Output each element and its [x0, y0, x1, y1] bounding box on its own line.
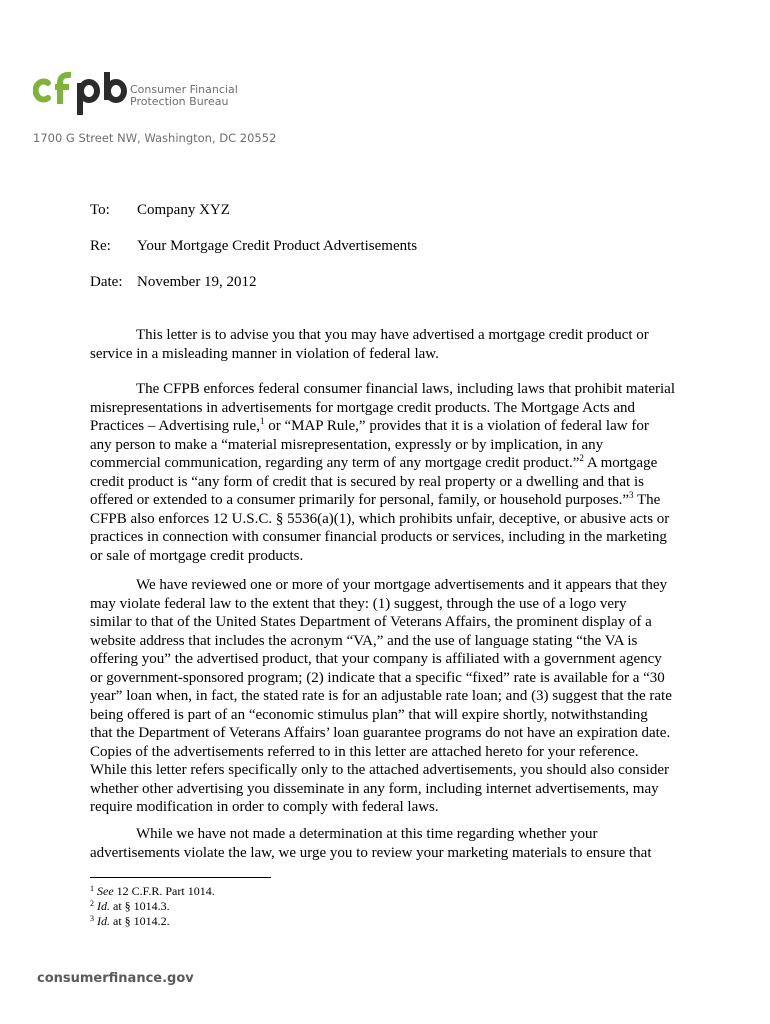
- paragraph-line: The CFPB enforces federal consumer financial laws, including laws that prohibit material: [136, 381, 676, 397]
- footnote-text: at § 1014.3.: [110, 899, 170, 913]
- paragraph-line: [90, 417, 690, 436]
- line-text: offered or extended to a consumer primarily for personal, family, or household purposes.”: [90, 492, 630, 508]
- paragraph-line: practices in connection with consumer financial products or services, including in the marketing: [90, 529, 667, 545]
- footnote-3: [90, 914, 215, 929]
- footnote-1: [90, 884, 215, 899]
- date-label: Date:: [90, 274, 123, 290]
- footnote-number: 1: [90, 884, 94, 893]
- line-text: A mortgage: [583, 455, 658, 471]
- paragraph-4: [90, 825, 690, 862]
- paragraph-line: CFPB also enforces 12 U.S.C. § 5536(a)(1), which prohibits unfair, deceptive, or abusive acts or: [90, 510, 670, 527]
- paragraph-line: similar to that of the United States Department of Veterans Affairs, the prominent display of a: [90, 614, 652, 630]
- org-name: [130, 84, 238, 108]
- paragraph-line: [90, 491, 690, 510]
- paragraph-line: advertisements violate the law, we urge you to review your marketing materials to ensure that: [90, 844, 652, 861]
- paragraph-line: any person to make a “material misrepresentation, expressly or by implication, in any: [90, 436, 604, 453]
- paragraph-line: whether other advertising you disseminate in any form, including internet advertisements, may: [90, 780, 659, 797]
- footnote-cite: Id.: [97, 914, 110, 928]
- org-name-line1: Consumer Financial: [130, 83, 238, 96]
- paragraph-line: service in a misleading manner in violation of federal law.: [90, 345, 439, 362]
- paragraph-line: website address that includes the acronym “VA,” and the use of language stating “the VA is: [90, 632, 638, 649]
- paragraph-line: require modification in order to comply with federal laws.: [90, 799, 439, 815]
- paragraph-line: year” loan when, in fact, the stated rate is for an adjustable rate loan; and (3) suggest that the rate: [90, 688, 672, 704]
- line-text: or “MAP Rule,” provides that it is a violation of federal law for: [264, 418, 649, 434]
- re-value: Your Mortgage Credit Product Advertisements: [137, 238, 418, 254]
- date-value: November 19, 2012: [137, 274, 257, 290]
- footnote-divider: [90, 877, 271, 878]
- footnotes: [90, 884, 215, 929]
- footer-url: consumerfinance.gov: [37, 971, 194, 986]
- paragraph-line: may violate federal law to the extent that they: (1) suggest, through the use of a logo very: [90, 595, 627, 612]
- paragraph-line: [90, 454, 690, 473]
- line-text: commercial communication, regarding any term of any mortgage credit product.”: [90, 455, 580, 471]
- paragraph-line: Copies of the advertisements referred to in this letter are attached hereto for your reference.: [90, 743, 639, 760]
- paragraph-1: [90, 326, 690, 363]
- paragraph-line: or sale of mortgage credit products.: [90, 547, 304, 564]
- footnote-cite: See: [97, 884, 114, 898]
- line-text: Practices – Advertising rule,: [90, 418, 260, 434]
- paragraph-line: While this letter refers specifically only to the attached advertisements, you should also consider: [90, 762, 669, 778]
- footnote-ref-1: 1: [259, 416, 265, 426]
- paragraph-line: or government-sponsored program; (2) indicate that a specific “fixed” rate is available for a “30: [90, 669, 665, 686]
- footnote-text: at § 1014.2.: [110, 914, 170, 928]
- paragraph-line: being offered is part of an “economic stimulus plan” that will expire shortly, notwithstanding: [90, 706, 648, 723]
- paragraph-3: [90, 576, 690, 817]
- paragraph-line: While we have not made a determination at this time regarding whether your: [136, 826, 598, 842]
- paragraph-line: This letter is to advise you that you may have advertised a mortgage credit product or: [136, 327, 649, 343]
- footnote-2: [90, 899, 215, 914]
- org-name-line2: Protection Bureau: [130, 95, 229, 108]
- re-label: Re:: [90, 238, 111, 254]
- line-text: The: [633, 492, 661, 508]
- paragraph-line: credit product is “any form of credit that is secured by real property or a dwelling and that is: [90, 473, 644, 490]
- paragraph-line: We have reviewed one or more of your mortgage advertisements and it appears that they: [136, 577, 668, 593]
- footnote-number: 3: [90, 914, 94, 923]
- to-label: To:: [90, 202, 110, 218]
- footnote-ref-3: 3: [629, 490, 634, 500]
- footnote-number: 2: [90, 899, 94, 908]
- footnote-text: 12 C.F.R. Part 1014.: [113, 884, 215, 898]
- footnote-ref-2: 2: [579, 453, 584, 463]
- paragraph-line: offering you” the advertised product, that your company is affiliated with a government agency: [90, 651, 662, 667]
- header-address: 1700 G Street NW, Washington, DC 20552: [33, 131, 277, 145]
- footnote-cite: Id.: [97, 899, 110, 913]
- memo-date: [90, 273, 257, 291]
- to-value: Company XYZ: [137, 202, 230, 218]
- paragraph-line: that the Department of Veterans Affairs’ loan guarantee programs do not have an expiration date.: [90, 725, 671, 741]
- memo-to: [90, 201, 230, 219]
- memo-re: [90, 237, 417, 255]
- paragraph-2: [90, 380, 690, 565]
- paragraph-line: misrepresentations in advertisements for mortgage credit products. The Mortgage Acts and: [90, 399, 635, 416]
